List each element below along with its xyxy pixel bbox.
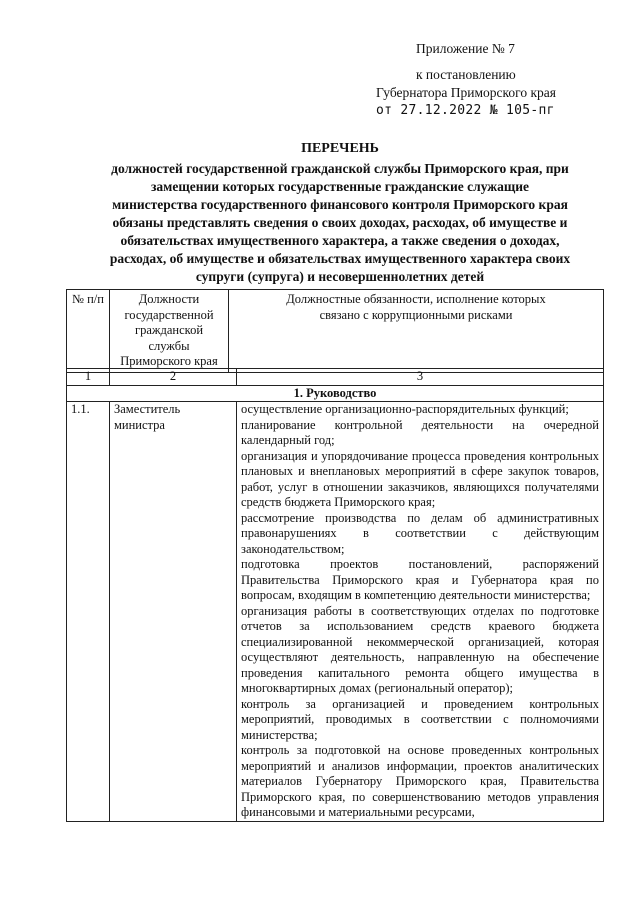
header-position: Должности государственной гражданской службы Приморского края [110, 290, 229, 373]
duty-item: подготовка проектов постановлений, распоряжений Правительства Приморского края и Губернатора края по вопросам, входящим в компетенцию деятельности министерства; [241, 557, 599, 602]
duty-item: контроль за подготовкой на основе проведенных контрольных мероприятий и анализов информации, проектов аналитических материалов Губернатору Приморского края, Правительства Приморского края, по совершенствованию методов управления финансовыми и материальными ресурсами, [241, 743, 599, 819]
document-title [70, 140, 610, 286]
table-row [67, 402, 604, 822]
duties-table [66, 368, 604, 822]
title-line: министерства государственного финансового контроля Приморского края [112, 197, 568, 212]
title-line: обязаны представлять сведения о своих доходах, расходах, об имуществе и [112, 215, 568, 230]
duty-item: осуществление организационно-распорядительных функций; [241, 402, 569, 416]
column-numbers-row [67, 369, 604, 386]
title-line: замещении которых государственные гражданские служащие [150, 179, 530, 194]
section-title: 1. Руководство [67, 385, 604, 402]
row-position: Заместитель министра [110, 402, 237, 822]
to-resolution-label: к постановлению [416, 67, 516, 82]
header-duties: Должностные обязанности, исполнение которых связано с коррупционными рисками [229, 290, 604, 373]
header-table [66, 289, 604, 373]
column-number: 1 [67, 369, 110, 386]
row-duties [237, 402, 604, 822]
duty-item: рассмотрение производства по делам об административных правонарушениях в соответствии с действующим законодательством; [241, 510, 599, 556]
column-number: 3 [237, 369, 604, 386]
title-line: обязательствах имущественного характера, а также сведения о доходах, [120, 233, 560, 248]
header-num: № п/п [67, 290, 110, 373]
duty-item: планирование контрольной деятельности на очередной календарный год; [241, 417, 599, 447]
title-main: ПЕРЕЧЕНЬ [301, 141, 379, 156]
appendix-number: Приложение № 7 [416, 41, 515, 56]
resolution-date: от 27.12.2022 № 105-пг [376, 103, 555, 118]
section-row [67, 385, 604, 402]
title-line: расходах, об имуществе и обязательствах имущественного характера своих [109, 251, 571, 266]
column-number: 2 [110, 369, 237, 386]
document-header [376, 40, 606, 120]
title-line: должностей государственной гражданской службы Приморского края, при [111, 161, 569, 176]
governor-label: Губернатора Приморского края [376, 85, 556, 100]
duty-item: организация и упорядочивание процесса проведения контрольных плановых и внеплановых мероприятий в сфере закупок товаров, работ, услуг в отношении заказчиков, являющихся получателями средств бюджета Приморского края; [241, 448, 599, 509]
duty-item: организация работы в соответствующих отделах по подготовке отчетов за использованием средств краевого бюджета специализированной некоммерческой организацией, которая осуществляют деятельность, направленную на обеспечение проведения капитального ремонта общего имущества в многоквартирных домах (региональный оператор); [241, 603, 599, 695]
title-line: супруги (супруга) и несовершеннолетних детей [195, 269, 485, 284]
duty-item: контроль за организацией и проведением контрольных мероприятий, проводимых в соответствии с полномочиями министерства; [241, 696, 599, 742]
row-number: 1.1. [67, 402, 110, 822]
